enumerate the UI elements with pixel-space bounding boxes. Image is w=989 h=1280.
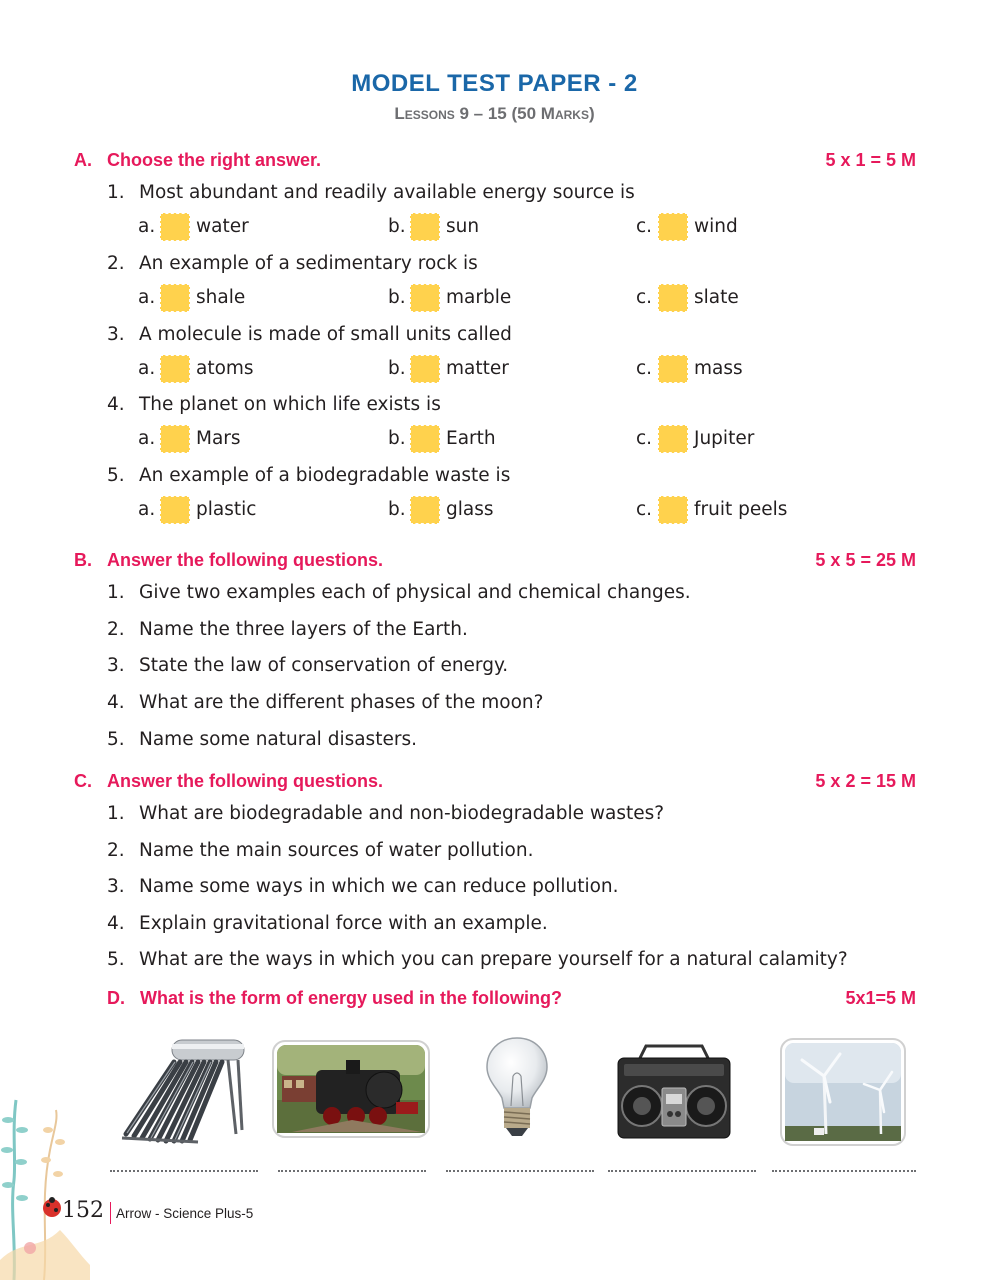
option-text: sun xyxy=(446,216,480,237)
option-label: c. xyxy=(636,216,653,237)
answer-checkbox[interactable] xyxy=(658,355,688,383)
answer-line[interactable] xyxy=(446,1162,594,1172)
section-b-heading xyxy=(74,550,916,574)
options-a1 xyxy=(138,214,898,242)
option-text: Earth xyxy=(446,428,496,449)
option-label: b. xyxy=(388,216,406,237)
options-a5 xyxy=(138,497,898,525)
question-text: The planet on which life exists is xyxy=(139,394,441,415)
option-label: b. xyxy=(388,287,406,308)
floral-decoration-icon xyxy=(0,1090,90,1280)
section-letter: B. xyxy=(74,550,92,570)
footer-divider xyxy=(110,1202,111,1224)
option-label: a. xyxy=(138,216,156,237)
question-a1 xyxy=(107,182,635,203)
question-text: State the law of conservation of energy. xyxy=(139,655,509,676)
question-c2 xyxy=(107,840,533,861)
question-number: 5. xyxy=(107,465,125,486)
section-marks: 5 x 5 = 25 M xyxy=(815,550,916,570)
option-text: matter xyxy=(446,358,509,379)
option-label: a. xyxy=(138,287,156,308)
section-letter: A. xyxy=(74,150,92,170)
energy-images-row xyxy=(110,1030,916,1150)
question-b3 xyxy=(107,655,508,676)
question-text: Most abundant and readily available energy source is xyxy=(139,182,635,203)
question-number: 3. xyxy=(107,876,125,897)
page-subtitle xyxy=(0,104,989,124)
subtitle-text: Lessons 9 – 15 (50 Marks) xyxy=(394,104,595,123)
question-text: What are the different phases of the moon? xyxy=(139,692,544,713)
question-b2 xyxy=(107,619,468,640)
answer-checkbox[interactable] xyxy=(658,425,688,453)
radio-cassette-player-icon xyxy=(616,1044,732,1140)
question-text: Name the main sources of water pollution. xyxy=(139,840,534,861)
answer-checkbox[interactable] xyxy=(658,496,688,524)
question-a3 xyxy=(107,324,512,345)
options-a4 xyxy=(138,426,898,454)
options-a2 xyxy=(138,285,898,313)
question-c5 xyxy=(107,949,848,970)
answer-line[interactable] xyxy=(608,1162,756,1172)
option-label: b. xyxy=(388,358,406,379)
option-text: mass xyxy=(694,358,743,379)
section-marks: 5x1=5 M xyxy=(845,988,916,1008)
section-marks: 5 x 1 = 5 M xyxy=(825,150,916,170)
option-label: c. xyxy=(636,499,653,520)
options-a3 xyxy=(138,356,898,384)
question-c1 xyxy=(107,803,664,824)
page-title: MODEL TEST PAPER - 2 xyxy=(351,70,638,97)
option-label: b. xyxy=(388,428,406,449)
option-label: c. xyxy=(636,287,653,308)
option-text: glass xyxy=(446,499,494,520)
question-text: A molecule is made of small units called xyxy=(139,324,512,345)
steam-train-icon xyxy=(272,1040,430,1138)
page-number: 152 xyxy=(62,1198,104,1223)
question-b5 xyxy=(107,729,417,750)
section-marks: 5 x 2 = 15 M xyxy=(815,771,916,791)
wind-turbines-icon xyxy=(780,1038,906,1146)
question-number: 1. xyxy=(107,803,125,824)
answer-line[interactable] xyxy=(772,1162,916,1172)
answer-checkbox[interactable] xyxy=(410,496,440,524)
option-text: Mars xyxy=(196,428,241,449)
question-text: What are biodegradable and non-biodegradable wastes? xyxy=(139,803,665,824)
question-number: 2. xyxy=(107,619,125,640)
question-number: 5. xyxy=(107,729,125,750)
answer-line[interactable] xyxy=(278,1162,426,1172)
question-text: An example of a sedimentary rock is xyxy=(139,253,478,274)
option-label: b. xyxy=(388,499,406,520)
question-b4 xyxy=(107,692,543,713)
answer-line[interactable] xyxy=(110,1162,258,1172)
option-label: c. xyxy=(636,358,653,379)
question-text: What are the ways in which you can prepare yourself for a natural calamity? xyxy=(139,949,848,970)
answer-checkbox[interactable] xyxy=(160,355,190,383)
answer-checkbox[interactable] xyxy=(160,496,190,524)
question-text: An example of a biodegradable waste is xyxy=(139,465,511,486)
question-text: Name some natural disasters. xyxy=(139,729,417,750)
question-text: Name some ways in which we can reduce pollution. xyxy=(139,876,619,897)
answer-checkbox[interactable] xyxy=(410,355,440,383)
section-letter: D. xyxy=(107,988,125,1008)
option-text: marble xyxy=(446,287,512,308)
question-number: 1. xyxy=(107,182,125,203)
question-a4 xyxy=(107,394,441,415)
section-c-heading xyxy=(74,771,916,795)
question-number: 4. xyxy=(107,913,125,934)
section-title: Answer the following questions. xyxy=(107,550,384,570)
question-number: 2. xyxy=(107,253,125,274)
book-title: Arrow - Science Plus-5 xyxy=(116,1206,254,1221)
question-number: 1. xyxy=(107,582,125,603)
section-title: Choose the right answer. xyxy=(107,150,322,170)
question-number: 3. xyxy=(107,655,125,676)
section-title: What is the form of energy used in the following? xyxy=(140,988,563,1008)
option-label: a. xyxy=(138,428,156,449)
answer-checkbox[interactable] xyxy=(410,425,440,453)
section-a-heading xyxy=(74,150,916,174)
option-text: plastic xyxy=(196,499,257,520)
question-a5 xyxy=(107,465,510,486)
answer-checkbox[interactable] xyxy=(160,213,190,241)
answer-checkbox[interactable] xyxy=(410,284,440,312)
question-text: Give two examples each of physical and chemical changes. xyxy=(139,582,691,603)
option-text: slate xyxy=(694,287,739,308)
question-number: 3. xyxy=(107,324,125,345)
question-text: Explain gravitational force with an example. xyxy=(139,913,548,934)
answer-checkbox[interactable] xyxy=(658,213,688,241)
option-label: c. xyxy=(636,428,653,449)
option-label: a. xyxy=(138,358,156,379)
answer-checkbox[interactable] xyxy=(160,284,190,312)
option-text: water xyxy=(196,216,249,237)
option-text: atoms xyxy=(196,358,254,379)
question-text: Name the three layers of the Earth. xyxy=(139,619,468,640)
section-d-heading xyxy=(107,988,916,1012)
question-c4 xyxy=(107,913,548,934)
option-text: wind xyxy=(694,216,738,237)
section-letter: C. xyxy=(74,771,92,791)
question-number: 5. xyxy=(107,949,125,970)
question-number: 4. xyxy=(107,394,125,415)
answer-checkbox[interactable] xyxy=(410,213,440,241)
answer-checkbox[interactable] xyxy=(160,425,190,453)
option-text: fruit peels xyxy=(694,499,788,520)
option-text: Jupiter xyxy=(694,428,755,449)
answer-checkbox[interactable] xyxy=(658,284,688,312)
question-a2 xyxy=(107,253,478,274)
question-number: 2. xyxy=(107,840,125,861)
question-number: 4. xyxy=(107,692,125,713)
light-bulb-icon xyxy=(484,1036,550,1140)
section-title: Answer the following questions. xyxy=(107,771,384,791)
solar-water-heater-icon xyxy=(118,1034,246,1144)
question-c3 xyxy=(107,876,619,897)
option-label: a. xyxy=(138,499,156,520)
question-b1 xyxy=(107,582,691,603)
option-text: shale xyxy=(196,287,246,308)
